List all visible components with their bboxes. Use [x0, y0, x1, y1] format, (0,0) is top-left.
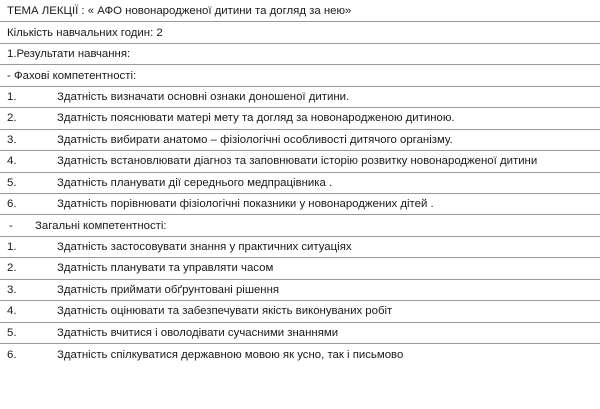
list-item [0, 173, 600, 194]
professional-competencies-heading: - Фахові компетентності: [0, 65, 600, 86]
list-item [0, 280, 600, 301]
item-number: 2. [7, 112, 17, 125]
list-item [0, 237, 600, 258]
list-item [0, 108, 600, 129]
item-number: 3. [7, 133, 17, 146]
item-text: Здатність визначати основні ознаки доношеної дитини. [57, 90, 350, 103]
item-text: Здатність порівнювати фізіологічні показники у новонароджених дітей . [57, 198, 434, 211]
lecture-title: ТЕМА ЛЕКЦІЇ : « АФО новонародженої дитини та догляд за нею» [0, 1, 600, 22]
item-text: Здатність спілкуватися державною мовою як усно, так і письмово [57, 348, 404, 361]
item-number: 4. [7, 155, 17, 168]
list-item [0, 323, 600, 344]
list-item [0, 344, 600, 365]
list-item [0, 130, 600, 151]
item-number: 6. [7, 348, 17, 361]
item-number: 5. [7, 176, 17, 189]
item-text: Здатність встановлювати діагноз та заповнювати історію розвитку новонародженої дитини [57, 155, 538, 168]
item-text: Здатність вчитися і оволодівати сучасними знаннями [57, 326, 339, 339]
general-heading-text: Загальні компетентності: [35, 219, 167, 232]
item-text: Здатність планувати та управляти часом [57, 262, 274, 275]
general-competencies-heading [0, 215, 600, 236]
item-text: Здатність пояснювати матері мету та догляд за новонародженою дитиною. [57, 112, 455, 125]
item-text: Здатність застосовувати знання у практичних ситуаціях [57, 241, 352, 254]
item-text: Здатність оцінювати та забезпечувати якість виконуваних робіт [57, 305, 393, 318]
list-item [0, 301, 600, 322]
item-number: 1. [7, 241, 17, 254]
item-number: 4. [7, 305, 17, 318]
item-number: 1. [7, 90, 17, 103]
item-number: 3. [7, 283, 17, 296]
item-number: 5. [7, 326, 17, 339]
dash-bullet: - [9, 219, 13, 232]
list-item [0, 194, 600, 215]
item-text: Здатність приймати обґрунтовані рішення [57, 283, 280, 296]
item-text: Здатність вибирати анатомо – фізіологічні особливості дитячого організму. [57, 133, 453, 146]
item-text: Здатність планувати дії середнього медпрацівника . [57, 176, 333, 189]
hours-count: Кількість навчальних годин: 2 [0, 22, 600, 43]
learning-results-heading: 1.Результати навчання: [0, 44, 600, 65]
item-number: 2. [7, 262, 17, 275]
list-item [0, 258, 600, 279]
list-item [0, 151, 600, 172]
list-item [0, 87, 600, 108]
item-number: 6. [7, 198, 17, 211]
